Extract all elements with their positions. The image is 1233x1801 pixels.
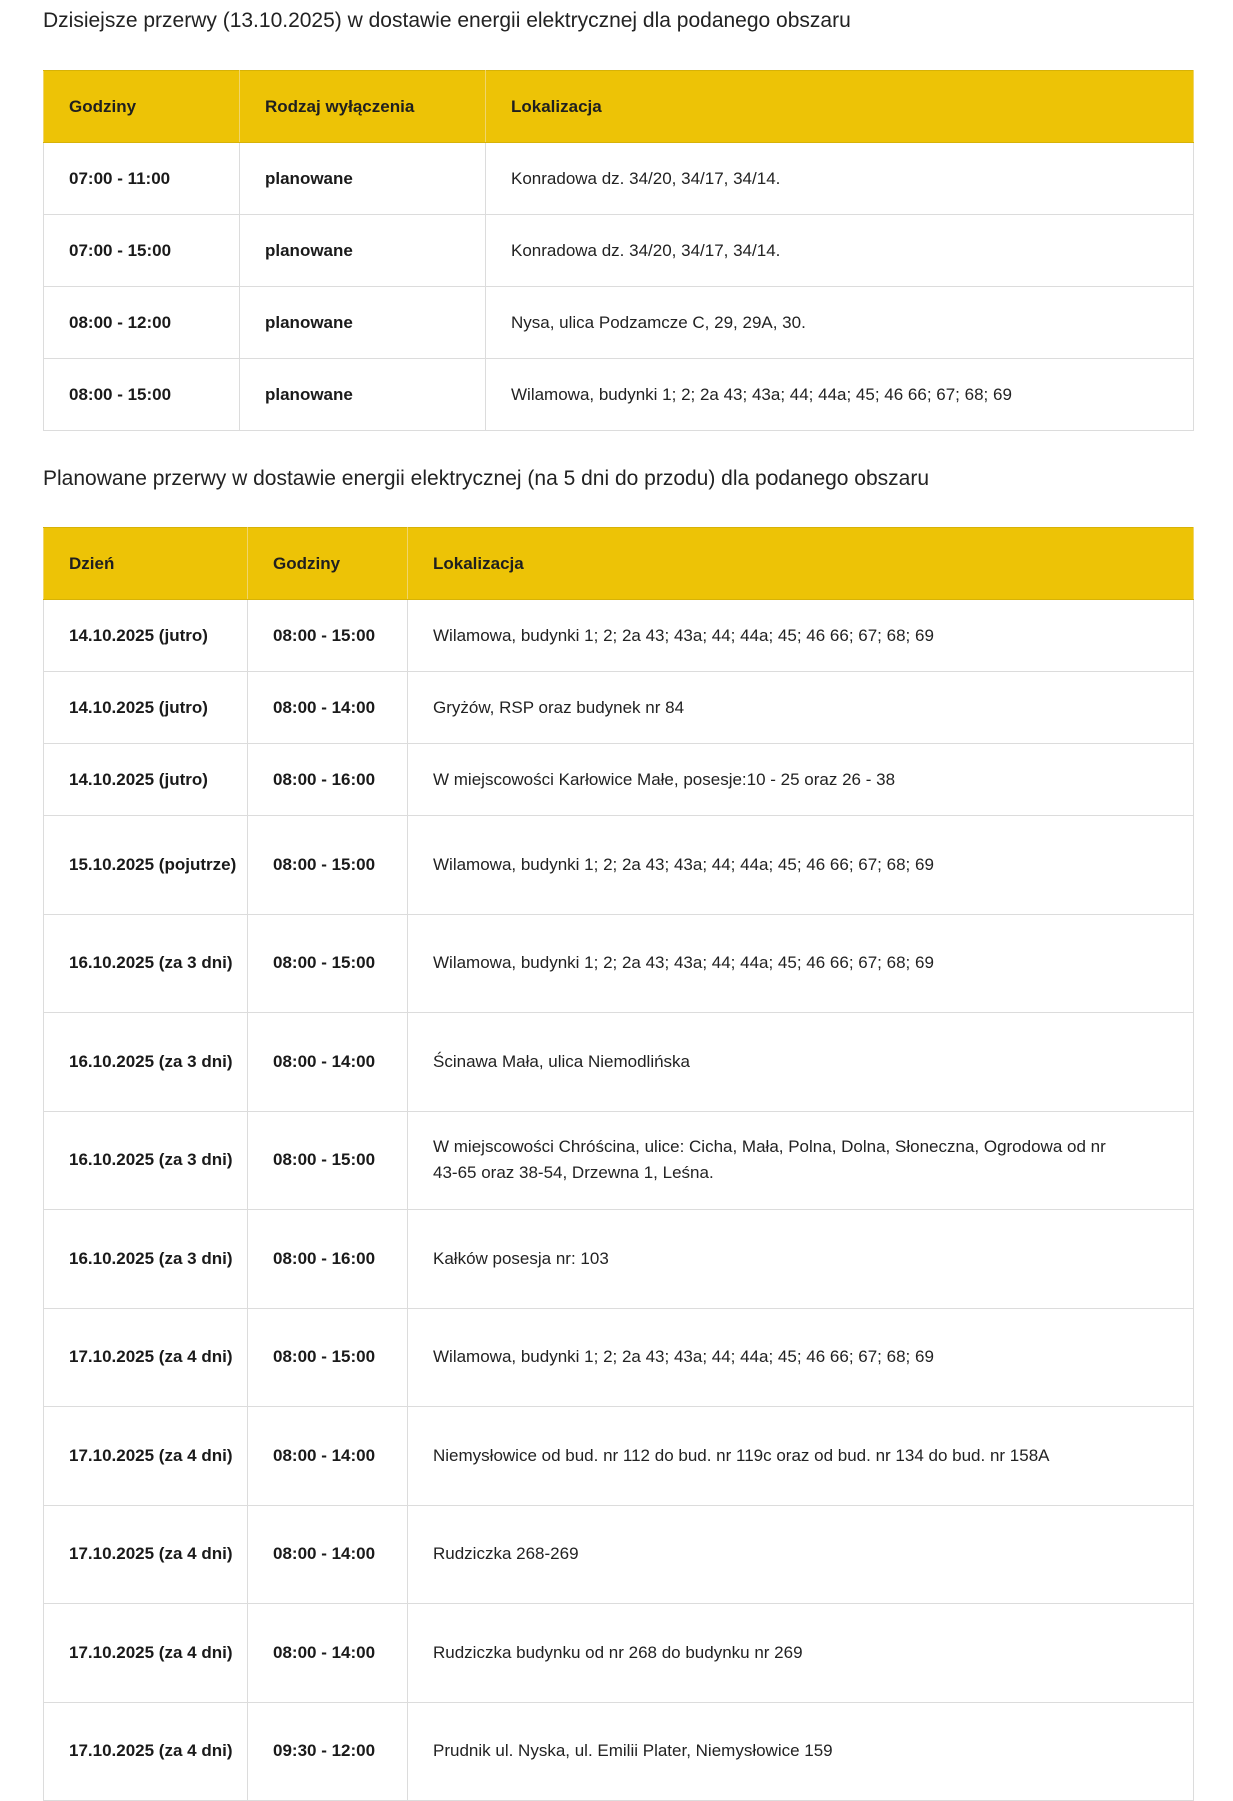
cell-location: Nysa, ulica Podzamcze C, 29, 29A, 30. (486, 287, 1194, 359)
cell-day: 16.10.2025 (za 3 dni) (44, 914, 248, 1013)
cell-hours: 07:00 - 11:00 (44, 143, 240, 215)
cell-outage-type: planowane (240, 143, 486, 215)
header-outage-type: Rodzaj wyłączenia (240, 71, 486, 143)
cell-location: W miejscowości Chróścina, ulice: Cicha, Mała, Polna, Dolna, Słoneczna, Ogrodowa od nr 43-65 oraz 38-54, Drzewna 1, Leśna. (408, 1111, 1194, 1210)
cell-day: 15.10.2025 (pojutrze) (44, 816, 248, 915)
table-header-row (44, 528, 1194, 600)
cell-location: W miejscowości Karłowice Małe, posesje:10 - 25 oraz 26 - 38 (408, 744, 1194, 816)
cell-hours: 08:00 - 15:00 (248, 600, 408, 672)
cell-location: Wilamowa, budynki 1; 2; 2a 43; 43a; 44; 44a; 45; 46 66; 67; 68; 69 (408, 600, 1194, 672)
cell-location: Niemysłowice od bud. nr 112 do bud. nr 119c oraz od bud. nr 134 do bud. nr 158A (408, 1407, 1194, 1506)
table-row (44, 287, 1194, 359)
cell-day: 14.10.2025 (jutro) (44, 744, 248, 816)
cell-location: Rudziczka budynku od nr 268 do budynku nr 269 (408, 1604, 1194, 1703)
header-location: Lokalizacja (486, 71, 1194, 143)
cell-hours: 08:00 - 12:00 (44, 287, 240, 359)
cell-location: Kałków posesja nr: 103 (408, 1210, 1194, 1309)
cell-hours: 08:00 - 16:00 (248, 1210, 408, 1309)
table-row (44, 1308, 1194, 1407)
cell-outage-type: planowane (240, 287, 486, 359)
cell-day: 16.10.2025 (za 3 dni) (44, 1210, 248, 1309)
planned-outages-table (43, 527, 1194, 1801)
cell-location: Ścinawa Mała, ulica Niemodlińska (408, 1013, 1194, 1112)
cell-hours: 08:00 - 15:00 (248, 1308, 408, 1407)
table-row (44, 600, 1194, 672)
planned-outages-title: Planowane przerwy w dostawie energii elektrycznej (na 5 dni do przodu) dla podanego obszaru (43, 467, 930, 490)
table-row (44, 744, 1194, 816)
cell-outage-type: planowane (240, 359, 486, 431)
table-row (44, 1407, 1194, 1506)
cell-hours: 08:00 - 14:00 (248, 672, 408, 744)
table-row (44, 1604, 1194, 1703)
cell-day: 16.10.2025 (za 3 dni) (44, 1111, 248, 1210)
cell-day: 17.10.2025 (za 4 dni) (44, 1308, 248, 1407)
cell-hours: 08:00 - 14:00 (248, 1604, 408, 1703)
cell-day: 14.10.2025 (jutro) (44, 600, 248, 672)
cell-location: Wilamowa, budynki 1; 2; 2a 43; 43a; 44; 44a; 45; 46 66; 67; 68; 69 (408, 914, 1194, 1013)
cell-hours: 09:30 - 12:00 (248, 1702, 408, 1801)
cell-day: 16.10.2025 (za 3 dni) (44, 1013, 248, 1112)
cell-hours: 08:00 - 14:00 (248, 1013, 408, 1112)
cell-day: 17.10.2025 (za 4 dni) (44, 1702, 248, 1801)
table-row (44, 1702, 1194, 1801)
cell-hours: 08:00 - 16:00 (248, 744, 408, 816)
cell-day: 17.10.2025 (za 4 dni) (44, 1505, 248, 1604)
cell-hours: 07:00 - 15:00 (44, 215, 240, 287)
table-header-row (44, 71, 1194, 143)
table-row (44, 1013, 1194, 1112)
table-row (44, 143, 1194, 215)
today-outages-title: Dzisiejsze przerwy (13.10.2025) w dostawie energii elektrycznej dla podanego obszaru (43, 9, 851, 32)
cell-outage-type: planowane (240, 215, 486, 287)
header-hours: Godziny (248, 528, 408, 600)
table-row (44, 816, 1194, 915)
cell-hours: 08:00 - 14:00 (248, 1505, 408, 1604)
table-row (44, 359, 1194, 431)
table-row (44, 1210, 1194, 1309)
cell-hours: 08:00 - 15:00 (44, 359, 240, 431)
cell-hours: 08:00 - 15:00 (248, 816, 408, 915)
cell-location: Konradowa dz. 34/20, 34/17, 34/14. (486, 143, 1194, 215)
cell-hours: 08:00 - 15:00 (248, 1111, 408, 1210)
cell-location: Wilamowa, budynki 1; 2; 2a 43; 43a; 44; 44a; 45; 46 66; 67; 68; 69 (408, 1308, 1194, 1407)
today-outages-table (43, 70, 1194, 431)
cell-location: Rudziczka 268-269 (408, 1505, 1194, 1604)
cell-day: 14.10.2025 (jutro) (44, 672, 248, 744)
cell-location: Konradowa dz. 34/20, 34/17, 34/14. (486, 215, 1194, 287)
table-row (44, 215, 1194, 287)
header-day: Dzień (44, 528, 248, 600)
cell-location: Wilamowa, budynki 1; 2; 2a 43; 43a; 44; 44a; 45; 46 66; 67; 68; 69 (486, 359, 1194, 431)
cell-location: Gryżów, RSP oraz budynek nr 84 (408, 672, 1194, 744)
table-row (44, 672, 1194, 744)
cell-location: Wilamowa, budynki 1; 2; 2a 43; 43a; 44; 44a; 45; 46 66; 67; 68; 69 (408, 816, 1194, 915)
cell-hours: 08:00 - 15:00 (248, 914, 408, 1013)
cell-day: 17.10.2025 (za 4 dni) (44, 1604, 248, 1703)
header-location: Lokalizacja (408, 528, 1194, 600)
table-row (44, 1505, 1194, 1604)
header-hours: Godziny (44, 71, 240, 143)
table-row (44, 1111, 1194, 1210)
cell-day: 17.10.2025 (za 4 dni) (44, 1407, 248, 1506)
table-row (44, 914, 1194, 1013)
cell-location: Prudnik ul. Nyska, ul. Emilii Plater, Niemysłowice 159 (408, 1702, 1194, 1801)
cell-hours: 08:00 - 14:00 (248, 1407, 408, 1506)
